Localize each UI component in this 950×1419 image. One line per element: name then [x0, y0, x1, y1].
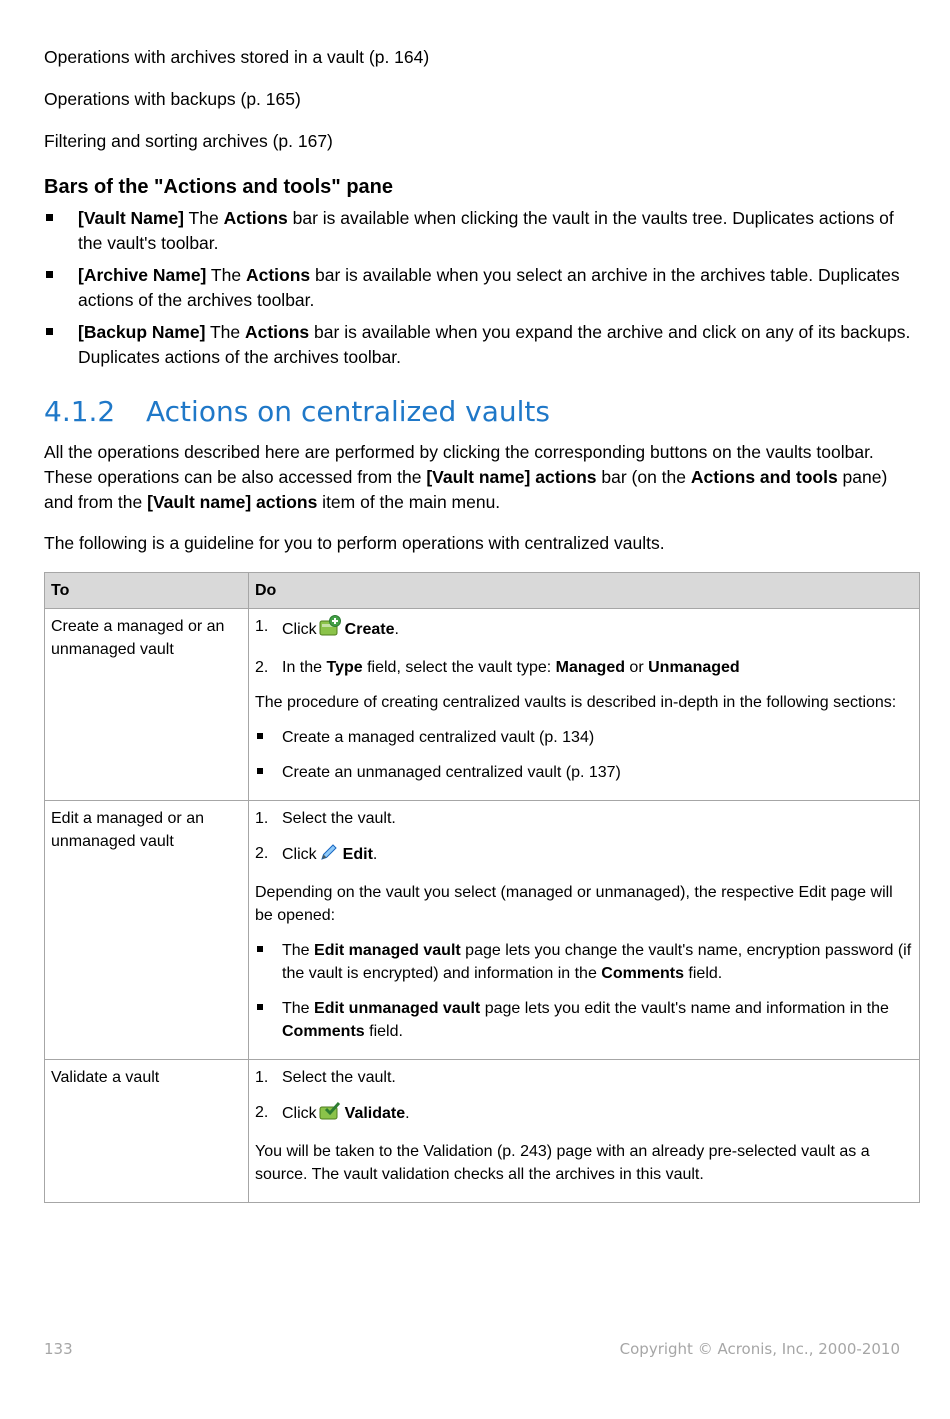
section-number: 4.1.2: [44, 395, 116, 428]
row-create-do: 1. Click Create. 2. In the Type field, select the vault type: Managed or Unmanaged The procedure of creating centralized vaults is described in-depth in the following sections: Create a managed centralized vault (p. 134) Create an unmanaged centralized vault (p. 137): [249, 609, 920, 801]
row-edit-do: 1. Select the vault. 2. Click Edit. Depending on the vault you select (managed or unmanaged), the respective Edit page will be opened: The Edit managed vault page lets you change the vault's name, encryption password (if the vault is encrypted) and information in the Comments field. The Edit unmanaged vault page lets you edit the vault's name and information in the Comments field.: [249, 801, 920, 1060]
row-validate-to: Validate a vault: [45, 1060, 249, 1203]
section-title: Actions on centralized vaults: [146, 395, 550, 428]
validate-check-icon: [319, 1101, 341, 1128]
link-archives-in-vault[interactable]: Operations with archives stored in a vault (p. 164): [44, 47, 430, 67]
table-row: [45, 801, 920, 1060]
pencil-icon: [319, 842, 339, 869]
page-number: 133: [44, 1340, 73, 1358]
table-header-row: [45, 573, 920, 609]
bar-item-archive: [Archive Name] The Actions bar is available when you select an archive in the archives table. Duplicates actions of the archives toolbar.: [44, 263, 920, 313]
link-create-unmanaged[interactable]: Create an unmanaged centralized vault (p. 137): [255, 761, 913, 784]
row-validate-do: 1. Select the vault. 2. Click Validate. You will be taken to the Validation (p. 243) page with an already pre-selected vault as a source. The vault validation checks all the archives in this vault.: [249, 1060, 920, 1203]
bar-item-backup: [Backup Name] The Actions bar is available when you expand the archive and click on any of its backups. Duplicates actions of the archives toolbar.: [44, 320, 920, 370]
copyright: Copyright © Acronis, Inc., 2000-2010: [619, 1340, 900, 1358]
link-create-managed[interactable]: Create a managed centralized vault (p. 134): [255, 726, 913, 749]
page-content: [44, 44, 920, 1203]
bars-list: [44, 206, 920, 370]
table-row: [45, 1060, 920, 1203]
bar-item-vault: [Vault Name] The Actions bar is available when clicking the vault in the vaults tree. Duplicates actions of the vault's toolbar.: [44, 206, 920, 256]
section-heading: [44, 394, 920, 430]
header-to: To: [45, 573, 249, 609]
row-edit-to: Edit a managed or an unmanaged vault: [45, 801, 249, 1060]
row-create-to: Create a managed or an unmanaged vault: [45, 609, 249, 801]
link-filtering[interactable]: Filtering and sorting archives (p. 167): [44, 131, 333, 151]
link-backups[interactable]: Operations with backups (p. 165): [44, 89, 301, 109]
validation-note: You will be taken to the Validation (p. 243) page with an already pre-selected vault as a source. The vault validation checks all the archives in this vault.: [255, 1143, 870, 1183]
edit-managed-note: The Edit managed vault page lets you change the vault's name, encryption password (if the vault is encrypted) and information in the Comments field.: [255, 939, 913, 985]
guideline-paragraph: The following is a guideline for you to perform operations with centralized vaults.: [44, 533, 665, 553]
operations-table: [44, 572, 920, 1203]
create-vault-icon: [319, 615, 341, 644]
bars-heading: Bars of the "Actions and tools" pane: [44, 176, 394, 198]
table-row: [45, 609, 920, 801]
header-do: Do: [249, 573, 920, 609]
intro-paragraph: All the operations described here are performed by clicking the corresponding buttons on the vaults toolbar. These operations can be also accessed from the [Vault name] actions bar (on the Actions and tools pane) and from the [Vault name] actions item of the main menu.: [44, 442, 888, 512]
edit-unmanaged-note: The Edit unmanaged vault page lets you edit the vault's name and information in the Comments field.: [255, 997, 913, 1043]
